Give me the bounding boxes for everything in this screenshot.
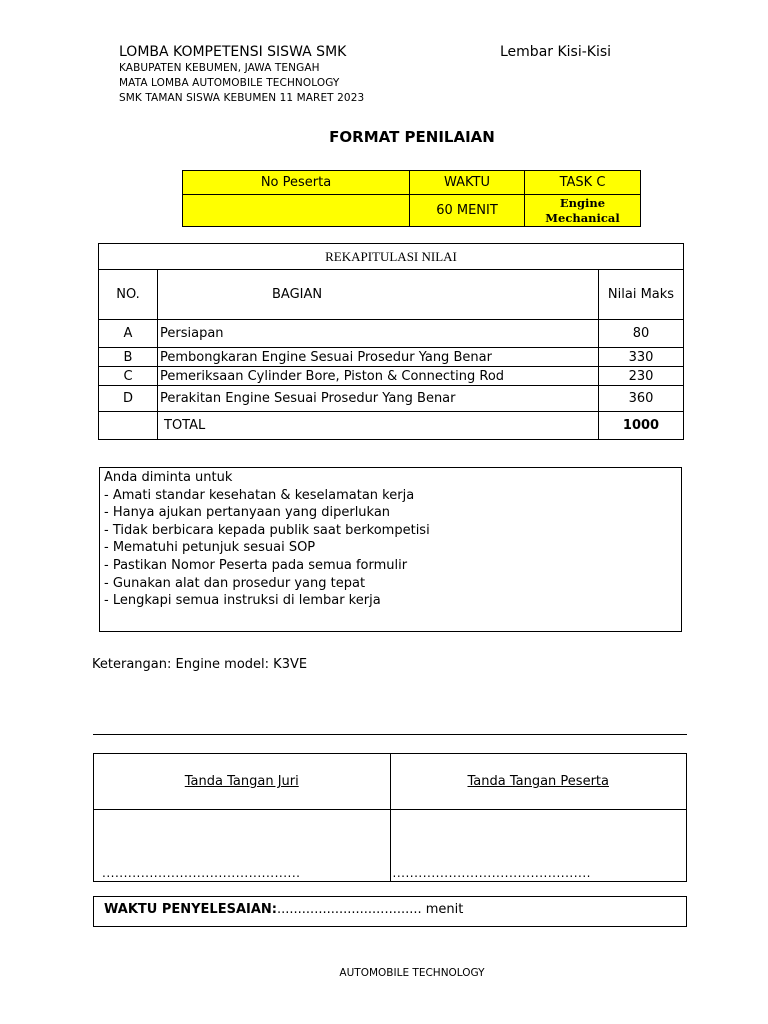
no-peserta-field[interactable]: [183, 195, 410, 227]
instructions-intro: Anda diminta untuk: [104, 470, 233, 485]
instruction-item: - Lengkapi semua instruksi di lembar kerja: [104, 593, 381, 609]
col-header-no: NO.: [99, 270, 158, 320]
row-no: A: [99, 320, 158, 348]
juri-signature-field[interactable]: ..............................................: [94, 810, 391, 882]
sheet-type-label: Lembar Kisi-Kisi: [500, 44, 612, 60]
table-row: [99, 367, 684, 386]
table-row: [99, 320, 684, 348]
completion-time-unit: menit: [421, 902, 464, 917]
instruction-item: - Tidak berbicara kepada publik saat berkompetisi: [104, 522, 430, 538]
rekap-table: [98, 243, 684, 440]
row-bagian: Pembongkaran Engine Sesuai Prosedur Yang Benar: [158, 348, 599, 367]
row-nilai: 330: [599, 348, 684, 367]
no-peserta-label: No Peserta: [183, 171, 410, 195]
task-value: Engine Mechanical: [525, 195, 641, 227]
total-value: 1000: [599, 412, 684, 440]
format-title: FORMAT PENILAIAN: [329, 128, 495, 146]
instruction-item: - Gunakan alat dan prosedur yang tepat: [104, 575, 366, 591]
row-no: B: [99, 348, 158, 367]
row-bagian: Pemeriksaan Cylinder Bore, Piston & Connecting Rod: [158, 367, 599, 386]
instruction-item: - Pastikan Nomor Peserta pada semua formulir: [104, 557, 408, 573]
completion-time-field[interactable]: ...................................: [277, 902, 422, 917]
peserta-signature-field[interactable]: ..............................................: [390, 810, 687, 882]
header-line-3: SMK TAMAN SISWA KEBUMEN 11 MARET 2023: [119, 92, 365, 104]
header-line-2: MATA LOMBA AUTOMOBILE TECHNOLOGY: [119, 77, 340, 89]
waktu-label: WAKTU: [410, 171, 525, 195]
total-label: TOTAL: [158, 412, 599, 440]
rekap-caption: REKAPITULASI NILAI: [99, 244, 684, 270]
divider: [93, 734, 687, 735]
row-nilai: 230: [599, 367, 684, 386]
header-line-1: KABUPATEN KEBUMEN, JAWA TENGAH: [119, 62, 320, 74]
signature-table: [93, 753, 687, 882]
instruction-item: - Amati standar kesehatan & keselamatan kerja: [104, 487, 415, 503]
row-no: C: [99, 367, 158, 386]
row-bagian: Persiapan: [158, 320, 599, 348]
total-no: [99, 412, 158, 440]
competition-title: LOMBA KOMPETENSI SISWA SMK: [119, 44, 347, 60]
col-header-nilai: Nilai Maks: [599, 270, 684, 320]
peserta-signature-label: Tanda Tangan Peserta: [390, 754, 687, 810]
row-nilai: 360: [599, 386, 684, 412]
waktu-value: 60 MENIT: [410, 195, 525, 227]
total-row: [99, 412, 684, 440]
completion-time-label: WAKTU PENYELESAIAN:: [104, 902, 277, 917]
row-no: D: [99, 386, 158, 412]
row-nilai: 80: [599, 320, 684, 348]
instruction-item: - Hanya ajukan pertanyaan yang diperlukan: [104, 505, 391, 521]
table-row: [99, 348, 684, 367]
task-label: TASK C: [525, 171, 641, 195]
instruction-item: - Mematuhi petunjuk sesuai SOP: [104, 540, 316, 556]
info-table: [182, 170, 641, 227]
row-bagian: Perakitan Engine Sesuai Prosedur Yang Benar: [158, 386, 599, 412]
engine-model-note: Keterangan: Engine model: K3VE: [92, 657, 308, 672]
completion-time-box: [93, 896, 687, 927]
footer-label: AUTOMOBILE TECHNOLOGY: [339, 967, 485, 979]
col-header-bagian: BAGIAN: [158, 270, 599, 320]
instructions-box: [99, 467, 682, 632]
table-row: [99, 386, 684, 412]
juri-signature-label: Tanda Tangan Juri: [94, 754, 391, 810]
